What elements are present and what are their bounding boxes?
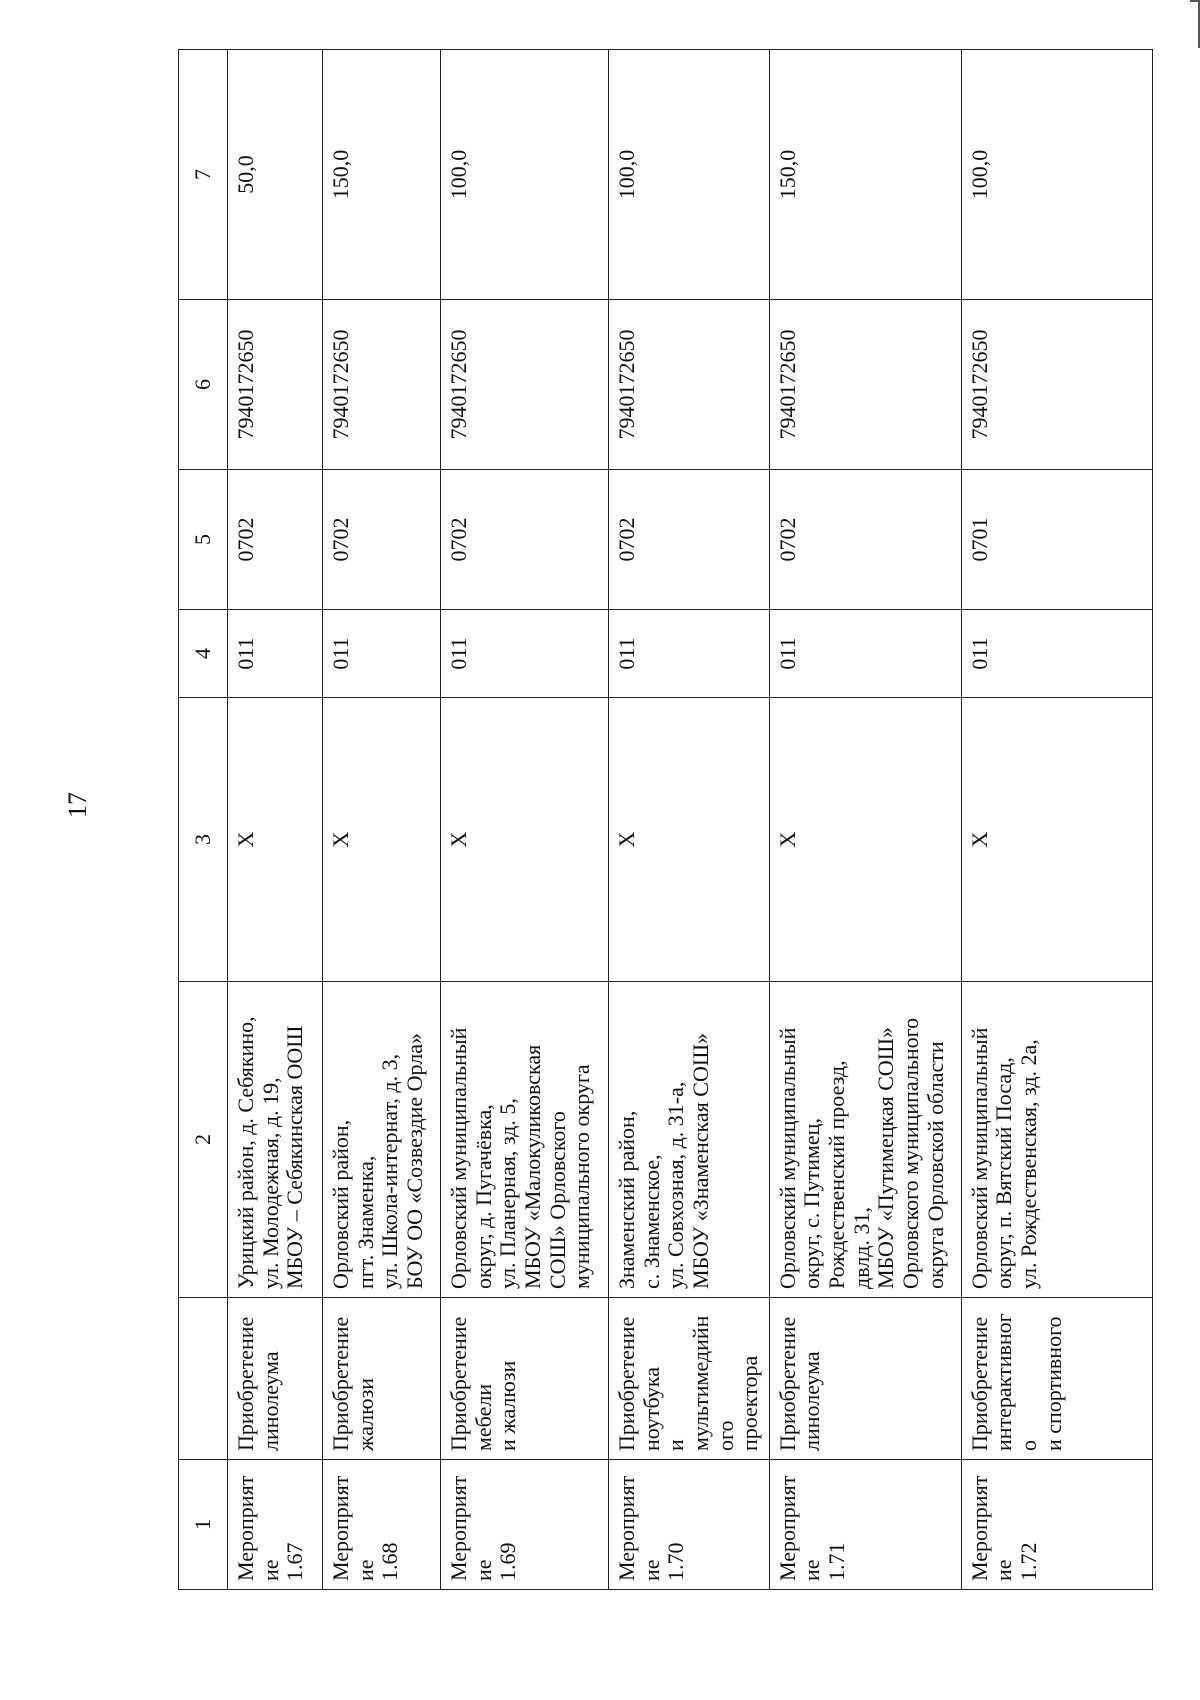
page-number: 17 xyxy=(63,792,92,818)
table-row xyxy=(609,50,770,1590)
action-cell: Приобретение мебели и жалюзи xyxy=(441,1298,609,1460)
header-col-2: 2 xyxy=(179,982,228,1298)
col5-cell: 0701 xyxy=(961,470,1152,610)
event-cell: Мероприятие 1.67 xyxy=(228,1460,323,1590)
address-cell: Орловский муниципальный округ, д. Пугачёвка, ул. Планерная, зд. 5, МБОУ «Малокуликовская СОШ» Орловского муниципального округа xyxy=(441,982,609,1298)
address-cell: Орловский район, пгт. Знаменка, ул. Школа-интернат, д. 3, БОУ ОО «Созвездие Орла» xyxy=(323,982,441,1298)
table-row xyxy=(769,50,961,1590)
col5-cell: 0702 xyxy=(228,470,323,610)
col6-cell: 7940172650 xyxy=(441,300,609,470)
table-header-row xyxy=(179,50,228,1590)
col6-cell: 7940172650 xyxy=(323,300,441,470)
budget-table xyxy=(178,49,1153,1590)
event-cell: Мероприятие 1.71 xyxy=(769,1460,961,1590)
event-cell: Мероприятие 1.72 xyxy=(961,1460,1152,1590)
action-cell: Приобретение линолеума xyxy=(769,1298,961,1460)
col6-cell: 7940172650 xyxy=(609,300,770,470)
event-cell: Мероприятие 1.68 xyxy=(323,1460,441,1590)
col3-cell: X xyxy=(961,698,1152,982)
col6-cell: 7940172650 xyxy=(961,300,1152,470)
col3-cell: X xyxy=(609,698,770,982)
header-col-4: 4 xyxy=(179,610,228,698)
col5-cell: 0702 xyxy=(769,470,961,610)
col5-cell: 0702 xyxy=(323,470,441,610)
col5-cell: 0702 xyxy=(609,470,770,610)
address-cell: Орловский муниципальный округ, с. Путимец, Рождественский проезд, двлд. 31, МБОУ «Путимецкая СОШ» Орловского муниципального округа Орловской области xyxy=(769,982,961,1298)
event-cell: Мероприятие 1.69 xyxy=(441,1460,609,1590)
col7-cell: 150,0 xyxy=(323,50,441,300)
col3-cell: X xyxy=(769,698,961,982)
col7-cell: 100,0 xyxy=(609,50,770,300)
header-col-5: 5 xyxy=(179,470,228,610)
table-row xyxy=(961,50,1152,1590)
address-cell: Урицкий район, д. Себякино, ул. Молодежная, д. 19, МБОУ – Себякинская ООШ xyxy=(228,982,323,1298)
header-col-6: 6 xyxy=(179,300,228,470)
col7-cell: 150,0 xyxy=(769,50,961,300)
col4-cell: 011 xyxy=(441,610,609,698)
address-cell: Знаменский район, с. Знаменское, ул. Совхозная, д. 31-а, МБОУ «Знаменская СОШ» xyxy=(609,982,770,1298)
action-cell: Приобретение интерактивного и спортивного xyxy=(961,1298,1152,1460)
corner-mark xyxy=(1190,0,1200,48)
header-col-7: 7 xyxy=(179,50,228,300)
table-row xyxy=(228,50,323,1590)
col5-cell: 0702 xyxy=(441,470,609,610)
col7-cell: 50,0 xyxy=(228,50,323,300)
event-cell: Мероприятие 1.70 xyxy=(609,1460,770,1590)
col3-cell: X xyxy=(228,698,323,982)
action-cell: Приобретение линолеума xyxy=(228,1298,323,1460)
col6-cell: 7940172650 xyxy=(228,300,323,470)
col7-cell: 100,0 xyxy=(961,50,1152,300)
header-col-3: 3 xyxy=(179,698,228,982)
action-cell: Приобретение ноутбука и мультимедийного проектора xyxy=(609,1298,770,1460)
col4-cell: 011 xyxy=(323,610,441,698)
col6-cell: 7940172650 xyxy=(769,300,961,470)
header-col-blank xyxy=(179,1298,228,1460)
col3-cell: X xyxy=(441,698,609,982)
table-row xyxy=(441,50,609,1590)
action-cell: Приобретение жалюзи xyxy=(323,1298,441,1460)
col7-cell: 100,0 xyxy=(441,50,609,300)
col3-cell: X xyxy=(323,698,441,982)
address-cell: Орловский муниципальный округ, п. Вятский Посад, ул. Рождественская, зд. 2а, xyxy=(961,982,1152,1298)
col4-cell: 011 xyxy=(961,610,1152,698)
table-row xyxy=(323,50,441,1590)
col4-cell: 011 xyxy=(609,610,770,698)
col4-cell: 011 xyxy=(769,610,961,698)
header-col-1: 1 xyxy=(179,1460,228,1590)
col4-cell: 011 xyxy=(228,610,323,698)
budget-table-container xyxy=(178,50,1104,1590)
